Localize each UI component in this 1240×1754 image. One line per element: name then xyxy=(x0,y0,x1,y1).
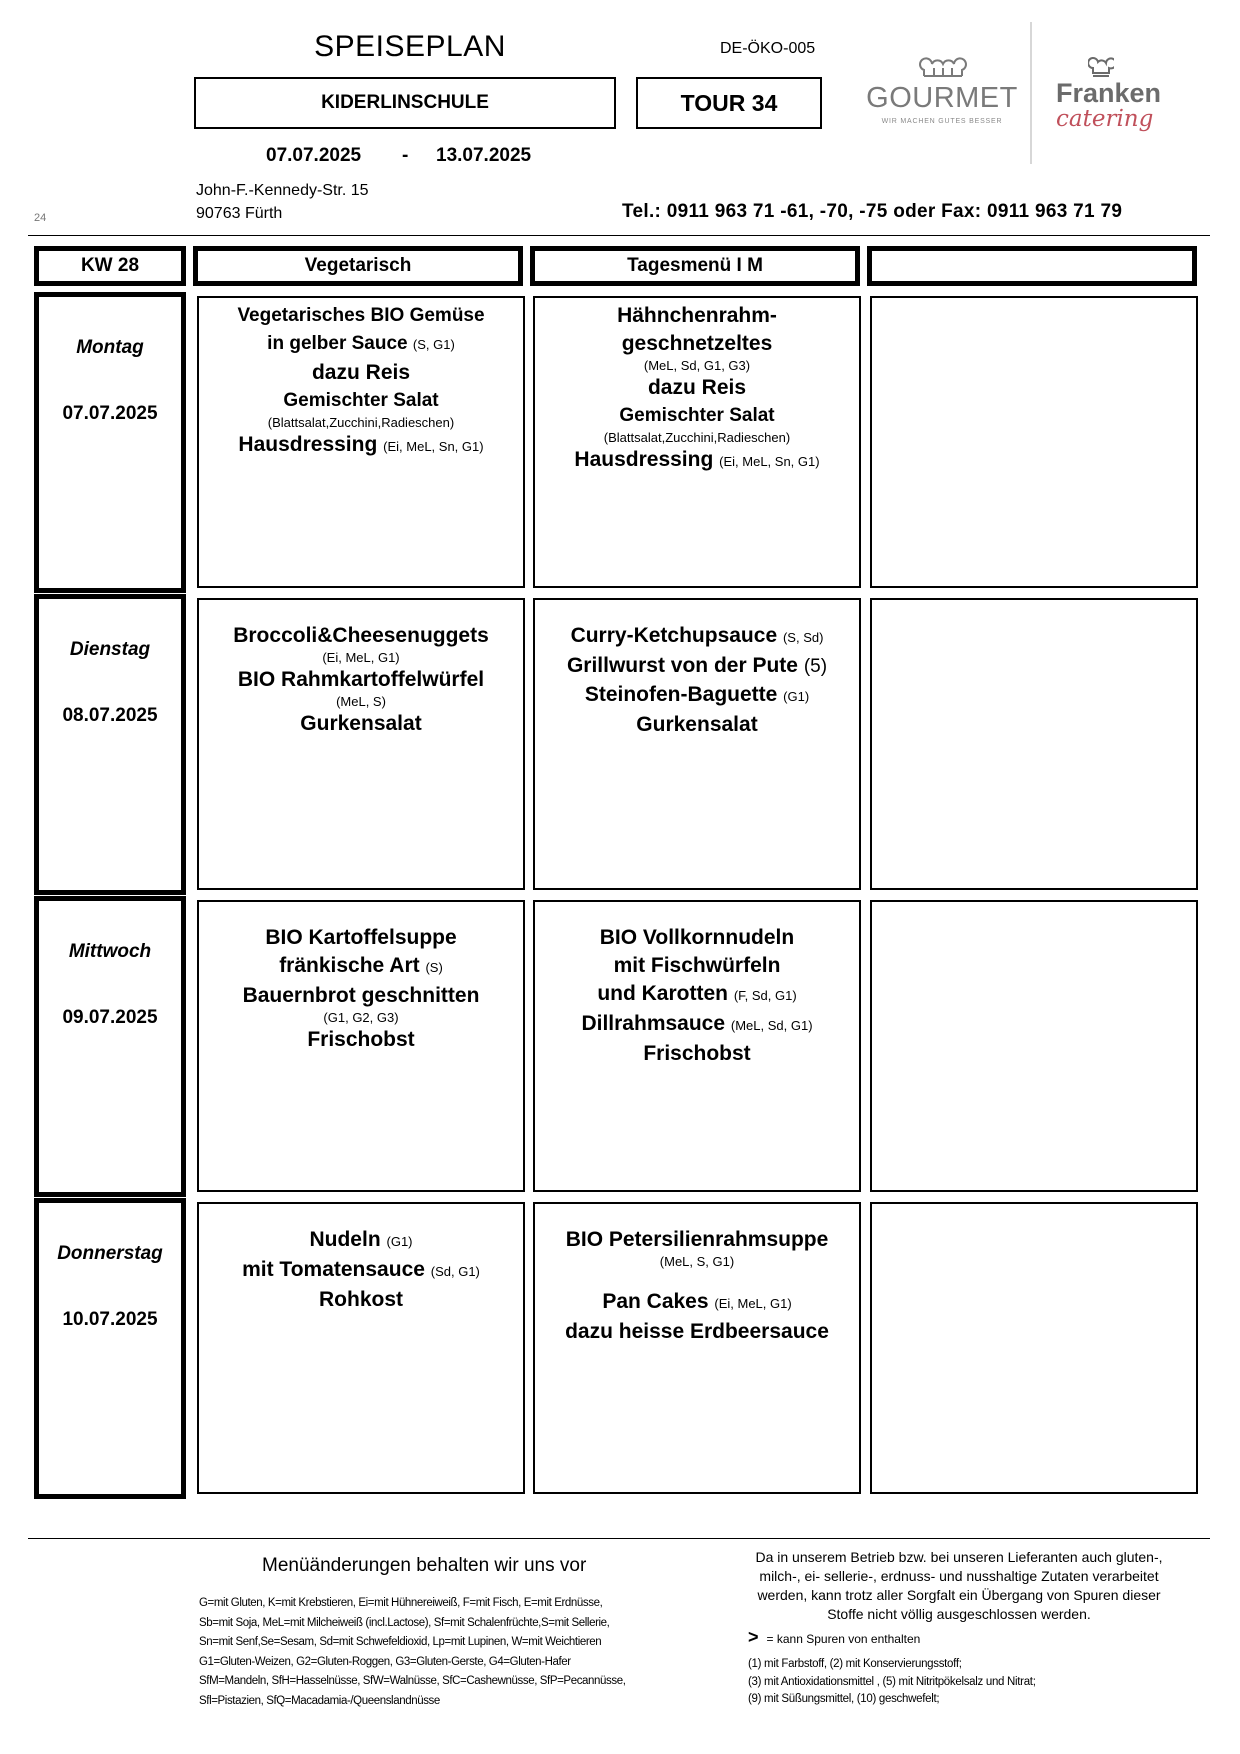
legend-line: Sfl=Pistazien, SfQ=Macadamia-/Queenslandnüsse xyxy=(199,1694,440,1707)
daily-menu-cell-thursday xyxy=(533,1202,861,1494)
dish-line: Gurkensalat xyxy=(636,713,758,736)
school-name: KIDERLINSCHULE xyxy=(321,92,489,113)
dish-line: Broccoli&Cheesenuggets xyxy=(233,624,489,647)
day-date: 08.07.2025 xyxy=(62,705,158,726)
dish-line: und Karotten (F, Sd, G1) xyxy=(597,982,797,1005)
dish-line: Hausdressing (Ei, MeL, Sn, G1) xyxy=(238,433,484,456)
catering-wordmark: catering xyxy=(1056,106,1154,132)
dish-line: dazu heisse Erdbeersauce xyxy=(565,1320,829,1343)
additive-line: (1) mit Farbstoff, (2) mit Konservierungsstoff; xyxy=(748,1658,962,1670)
tour-box xyxy=(636,77,822,129)
dish-line: Gurkensalat xyxy=(300,712,422,735)
additive-line: (9) mit Süßungsmittel, (10) geschwefelt; xyxy=(748,1693,940,1705)
trace-text: = kann Spuren von enthalten xyxy=(766,1632,921,1646)
chef-hat-icon xyxy=(918,56,968,80)
legend-line: G1=Gluten-Weizen, G2=Gluten-Roggen, G3=Gluten-Gerste, G4=Gluten-Hafer xyxy=(199,1655,571,1668)
vegetarian-label: Vegetarisch xyxy=(304,255,412,276)
dish-line: Steinofen-Baguette (G1) xyxy=(584,683,810,706)
disclaimer-line: werden, kann trotz aller Sorgfalt ein Übergang von Spuren dieser xyxy=(757,1587,1161,1603)
daily-menu-cell-wednesday xyxy=(533,900,861,1192)
dish-line: Nudeln (G1) xyxy=(309,1228,413,1251)
gourmet-wordmark: GOURMET xyxy=(866,82,1018,114)
header-divider xyxy=(28,235,1210,236)
week-number-header xyxy=(34,246,186,286)
dish-line: Pan Cakes (Ei, MeL, G1) xyxy=(602,1290,792,1313)
address-street: John-F.-Kennedy-Str. 15 xyxy=(196,182,369,199)
allergen-note: (S) xyxy=(425,960,443,975)
empty-column-header xyxy=(867,246,1197,286)
chef-hat-small-icon xyxy=(1088,56,1114,78)
dish-line: mit Fischwürfeln xyxy=(613,954,781,977)
additive-line: (3) mit Antioxidationsmittel , (5) mit Nitritpökelsalz und Nitrat; xyxy=(748,1675,1036,1688)
empty-cell-tuesday xyxy=(870,598,1198,890)
allergen-note: (MeL, S, G1) xyxy=(659,1254,735,1269)
date-from: 07.07.2025 xyxy=(266,145,362,166)
dish-line: Vegetarisches BIO Gemüse xyxy=(237,305,485,326)
contact-info: Tel.: 0911 963 71 -61, -70, -75 oder Fax: 0911 963 71 79 xyxy=(622,201,1123,222)
week-number: KW 28 xyxy=(80,255,140,276)
empty-cell-thursday xyxy=(870,1202,1198,1494)
vegetarian-cell-wednesday xyxy=(197,900,525,1192)
legend-line: SfM=Mandeln, SfH=Hasselnüsse, SfW=Walnüsse, SfC=Cashewnüsse, SfP=Pecannüsse, xyxy=(199,1675,626,1687)
allergen-note: (F, Sd, G1) xyxy=(733,988,797,1003)
daily-menu-label: Tagesmenü I M xyxy=(627,255,763,276)
dish-line: Frischobst xyxy=(307,1028,415,1051)
dish-line: Bauernbrot geschnitten xyxy=(242,984,480,1007)
trace-symbol: > xyxy=(748,1627,759,1647)
page-title: SPEISEPLAN xyxy=(314,30,506,63)
day-date: 09.07.2025 xyxy=(62,1007,158,1028)
additive-legend xyxy=(748,1656,1036,1709)
gourmet-tagline: WIR MACHEN GUTES BESSER xyxy=(881,118,1003,125)
dish-line: dazu Reis xyxy=(311,361,411,384)
dish-detail: (Blattsalat,Zucchini,Radieschen) xyxy=(603,430,791,445)
tour-label: TOUR 34 xyxy=(680,89,778,116)
dish-detail: (Blattsalat,Zucchini,Radieschen) xyxy=(267,415,455,430)
daily-menu-cell-tuesday xyxy=(533,598,861,890)
day-date: 10.07.2025 xyxy=(62,1309,158,1330)
vegetarian-column-header xyxy=(193,246,523,286)
dish-line: BIO Vollkornnudeln xyxy=(599,926,795,949)
allergen-note: (G1) xyxy=(783,689,810,704)
logo-divider xyxy=(1030,22,1032,164)
vegetarian-cell-thursday xyxy=(197,1202,525,1494)
address-city: 90763 Fürth xyxy=(196,205,283,222)
allergen-note: (G1) xyxy=(386,1234,413,1249)
legend-line: Sb=mit Soja, MeL=mit Milcheiweiß (incl.Lactose), Sf=mit Schalenfrüchte,S=mit Sellerie, xyxy=(199,1616,610,1629)
day-name: Montag xyxy=(76,337,144,358)
disclaimer-line: milch-, ei- sellerie-, erdnuss- und nusshaltige Zutaten verarbeitet xyxy=(759,1568,1159,1584)
additive-note: (5) xyxy=(803,656,828,677)
allergen-note: (MeL, S) xyxy=(336,694,386,709)
day-label-monday xyxy=(34,292,186,593)
date-to: 13.07.2025 xyxy=(436,145,532,166)
allergen-note: (MeL, Sd, G1) xyxy=(730,1018,813,1033)
spacer xyxy=(535,1270,859,1288)
dish-line: Hähnchenrahm- xyxy=(617,304,777,327)
dish-line: Hausdressing (Ei, MeL, Sn, G1) xyxy=(574,448,820,471)
franken-catering-logo xyxy=(1052,52,1184,132)
dish-line: BIO Petersilienrahmsuppe xyxy=(565,1228,829,1251)
gourmet-logo xyxy=(862,52,1022,132)
allergen-note: (S, G1) xyxy=(412,337,455,352)
day-label-wednesday xyxy=(34,896,186,1197)
day-name: Dienstag xyxy=(69,639,151,660)
dish-line: mit Tomatensauce (Sd, G1) xyxy=(242,1258,480,1281)
legend-line: Sn=mit Senf,Se=Sesam, Sd=mit Schwefeldioxid, Lp=mit Lupinen, W=mit Weichtieren xyxy=(199,1636,602,1648)
date-separator: - xyxy=(402,145,409,166)
allergen-note: (G1, G2, G3) xyxy=(323,1010,399,1025)
empty-cell-wednesday xyxy=(870,900,1198,1192)
disclaimer-line: Da in unserem Betrieb bzw. bei unseren Lieferanten auch gluten-, xyxy=(755,1549,1163,1565)
page-number: 24 xyxy=(34,212,47,224)
school-name-box xyxy=(194,77,616,129)
dish-line: fränkische Art (S) xyxy=(279,954,443,977)
footer-divider xyxy=(28,1538,1210,1539)
dish-line: Rohkost xyxy=(319,1288,403,1311)
dish-line: Gemischter Salat xyxy=(619,405,775,426)
trace-disclaimer xyxy=(744,1548,1174,1624)
allergen-note: (Ei, MeL, Sn, G1) xyxy=(719,454,820,469)
allergen-note: (MeL, Sd, G1, G3) xyxy=(643,358,751,373)
allergen-legend xyxy=(199,1594,679,1711)
certification-code: DE-ÖKO-005 xyxy=(720,40,816,57)
dish-line: in gelber Sauce (S, G1) xyxy=(267,333,455,354)
empty-cell-monday xyxy=(870,296,1198,588)
daily-menu-cell-monday xyxy=(533,296,861,588)
day-label-tuesday xyxy=(34,594,186,895)
allergen-note: (Sd, G1) xyxy=(430,1264,480,1279)
allergen-note: (Ei, MeL, G1) xyxy=(714,1296,792,1311)
dish-line: Dillrahmsauce (MeL, Sd, G1) xyxy=(581,1012,813,1035)
trace-note xyxy=(748,1627,920,1648)
allergen-note: (Ei, MeL, Sn, G1) xyxy=(383,439,484,454)
dish-line: Gemischter Salat xyxy=(283,390,439,411)
dish-line: Grillwurst von der Pute (5) xyxy=(566,654,828,677)
dish-line: geschnetzeltes xyxy=(621,332,773,355)
allergen-note: (Ei, MeL, G1) xyxy=(322,650,400,665)
dish-line: BIO Kartoffelsuppe xyxy=(265,926,457,949)
franken-wordmark: Franken xyxy=(1056,78,1162,108)
dish-line: Curry-Ketchupsauce (S, Sd) xyxy=(570,624,824,647)
menu-change-notice: Menüänderungen behalten wir uns vor xyxy=(262,1555,587,1576)
dish-line: BIO Rahmkartoffelwürfel xyxy=(237,668,485,691)
day-date: 07.07.2025 xyxy=(62,403,158,424)
legend-line: G=mit Gluten, K=mit Krebstieren, Ei=mit Hühnereiweiß, F=mit Fisch, E=mit Erdnüsse, xyxy=(199,1597,603,1609)
vegetarian-cell-tuesday xyxy=(197,598,525,890)
dish-line: dazu Reis xyxy=(647,376,747,399)
allergen-note: (S, Sd) xyxy=(782,630,824,645)
day-name: Mittwoch xyxy=(68,941,152,962)
daily-menu-column-header xyxy=(530,246,860,286)
vegetarian-cell-monday xyxy=(197,296,525,588)
dish-line: Frischobst xyxy=(643,1042,751,1065)
day-name: Donnerstag xyxy=(57,1243,163,1264)
disclaimer-line: Stoffe nicht völlig ausgeschlossen werden. xyxy=(827,1606,1091,1622)
day-label-thursday xyxy=(34,1198,186,1499)
